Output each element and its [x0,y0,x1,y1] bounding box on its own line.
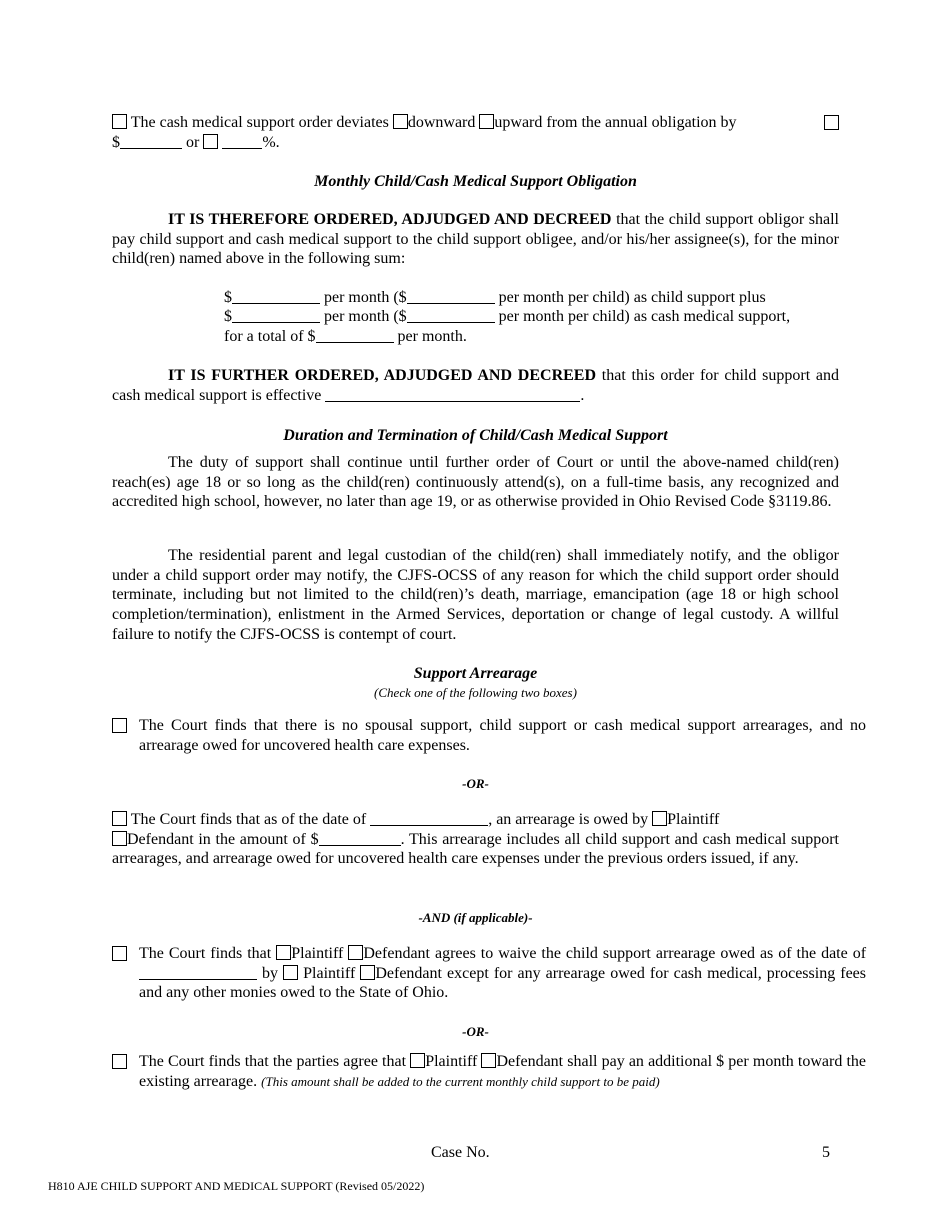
deviation-percent-field[interactable] [222,134,262,149]
deviation-percent-checkbox[interactable] [203,134,218,149]
deviation-amount-field[interactable] [120,134,182,149]
arrearage-heading: Support Arrearage [413,665,538,682]
additional-payment-checkbox[interactable] [112,1054,127,1069]
waive-by-defendant-checkbox[interactable] [360,965,375,980]
additional-payment-option: The Court finds that the parties agree that Plaintiff Defendant shall pay an additional $ per month toward the existing arrearage. (This amount shall be added to the current monthly child support to be paid) [112,1052,866,1091]
notify-paragraph: The residential parent and legal custodian of the child(ren) shall immediately notify, and the obligor under a child support order may notify, the CJFS-OCSS of any reason for which the child support order should terminate, including but not limited to the child(ren)’s death, marriage, emancipation (age 18 or high school completion/termination), enlistment in the Armed Services, deportation or change of legal custody. A willful failure to notify the CJFS-OCSS is contempt of court. [112,547,839,643]
sum-line-2: $ per month ($ per month per child) as cash medical support, [224,308,791,325]
sum-line-1: $ per month ($ per month per child) as child support plus [224,289,766,306]
upward-checkbox[interactable] [479,114,494,129]
arrearage-defendant-checkbox[interactable] [112,831,127,846]
arrearage-date-field[interactable] [370,811,488,826]
cash-medical-monthly-field[interactable] [232,308,320,323]
arrearage-amount-field[interactable] [319,831,401,846]
monthly-heading: Monthly Child/Cash Medical Support Obligation [314,173,637,190]
deviation-amount-checkbox[interactable] [824,115,839,130]
and-if-applicable-separator: -AND (if applicable)- [418,910,533,925]
no-arrearage-option: The Court finds that there is no spousal support, child support or cash medical support arrearages, and no arrearage owed for uncovered health care expenses. [112,716,866,755]
form-identifier: H810 AJE CHILD SUPPORT AND MEDICAL SUPPORT (Revised 05/2022) [48,1179,425,1193]
arrearage-plaintiff-checkbox[interactable] [652,811,667,826]
downward-checkbox[interactable] [393,114,408,129]
arrearage-subheading: (Check one of the following two boxes) [374,685,577,700]
waive-defendant-checkbox[interactable] [348,945,363,960]
waive-plaintiff-checkbox[interactable] [276,945,291,960]
arrearage-owed-option: The Court finds that as of the date of , an arrearage is owed by Plaintiff Defendant in the amount of $ . This arrearage includes all child support and cash medical support arrearages, and arrearage owed for uncovered health care expenses under the previous orders issued, if any. [112,811,840,868]
sum-line-3: for a total of $ per month. [224,328,467,345]
or-separator-1: -OR- [462,776,489,791]
deviation-checkbox[interactable] [112,114,127,129]
waive-by-plaintiff-checkbox[interactable] [283,965,298,980]
effective-date-paragraph: IT IS FURTHER ORDERED, ADJUDGED AND DECREED that this order for child support and cash medical support is effective . [112,367,839,404]
duration-heading: Duration and Termination of Child/Cash Medical Support [283,427,668,444]
payment-defendant-checkbox[interactable] [481,1053,496,1068]
child-support-monthly-field[interactable] [232,289,320,304]
arrearage-owed-checkbox[interactable] [112,811,127,826]
payment-plaintiff-checkbox[interactable] [410,1053,425,1068]
deviation-paragraph: The cash medical support order deviates downward upward from the annual obligation by $ or %. [112,113,839,152]
total-monthly-field[interactable] [316,328,394,343]
child-support-per-child-field[interactable] [407,289,495,304]
waive-date-field[interactable] [139,965,257,980]
waive-arrearage-checkbox[interactable] [112,946,127,961]
effective-date-field[interactable] [325,387,580,402]
cash-medical-per-child-field[interactable] [407,308,495,323]
no-arrearage-checkbox[interactable] [112,718,127,733]
page-number: 5 [822,1144,830,1161]
case-number-label: Case No. [431,1144,490,1161]
waive-arrearage-option: The Court finds that Plaintiff Defendant agrees to waive the child support arrearage owed as of the date of by Plaintiff Defendant except for any arrearage owed for cash medical, processing fees and any other monies owed to the State of Ohio. [112,944,866,1003]
or-separator-2: -OR- [462,1024,489,1039]
monthly-order-paragraph: IT IS THEREFORE ORDERED, ADJUDGED AND DECREED that the child support obligor shall pay child support and cash medical support to the child support obligee, and/or his/her assignee(s), for the minor child(ren) named above in the following sum: [112,211,840,268]
duration-paragraph: The duty of support shall continue until further order of Court or until the above-named child(ren) reach(es) age 18 or so long as the child(ren) continuously attend(s), on a full-time basis, any recognized and accredited high school, however, no later than age 19, or as otherwise provided in Ohio Revised Code §3119.86. [112,454,839,511]
